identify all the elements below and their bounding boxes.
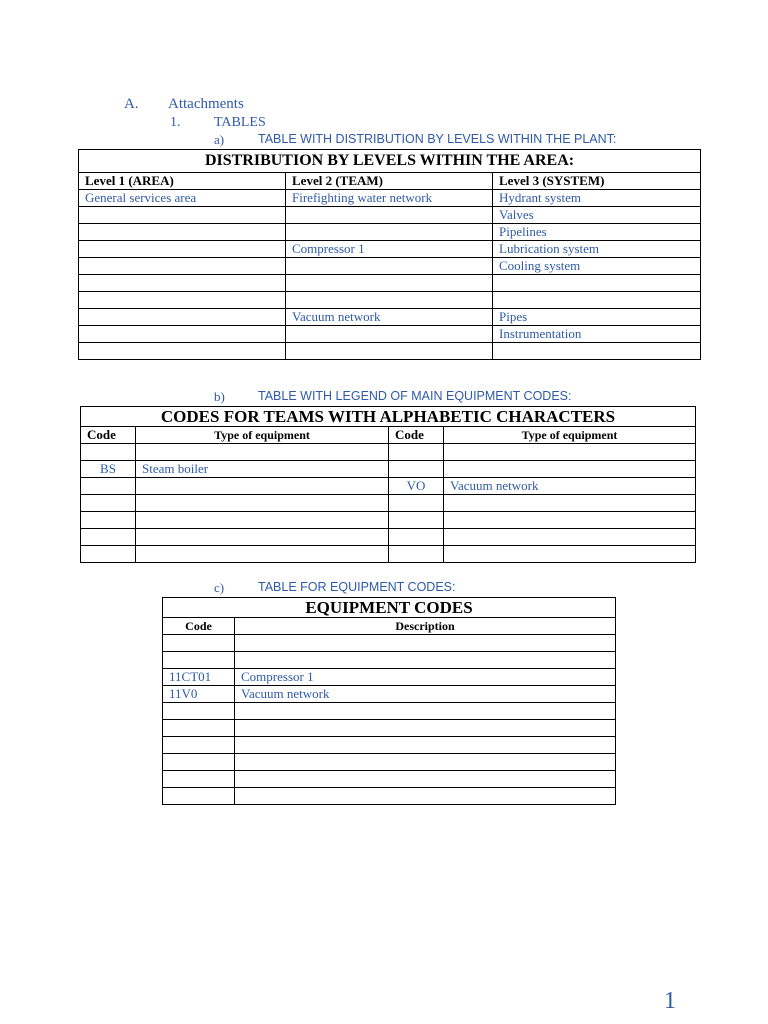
table-row [163,652,616,669]
table-cell [163,754,235,771]
column-header: Level 1 (AREA) [79,173,286,190]
table-cell [389,512,444,529]
heading-a-marker: A. [124,96,139,112]
table-cell: General services area [79,190,286,207]
table-cell [163,788,235,805]
table-row [163,788,616,805]
table-cell [493,343,701,360]
table-cell [493,292,701,309]
table-cell: Vacuum network [286,309,493,326]
table-row [79,292,701,309]
table-cell [444,444,696,461]
table-cell [235,754,616,771]
column-header: Code [389,427,444,444]
table-cell [235,788,616,805]
table-cell [286,224,493,241]
table-row [163,737,616,754]
table-cell [389,495,444,512]
table-cell [235,703,616,720]
table-row [81,495,696,512]
table-cell [79,292,286,309]
table-cell [136,478,389,495]
table-cell [163,720,235,737]
table-cell [235,771,616,788]
heading-tables: TABLES [214,115,266,130]
table-cell: Steam boiler [136,461,389,478]
table-cell [79,258,286,275]
table-cell [286,207,493,224]
table-cell: Pipelines [493,224,701,241]
table-cell [286,292,493,309]
table-cell [136,529,389,546]
column-header: Description [235,618,616,635]
table-cell: Compressor 1 [235,669,616,686]
table-cell: Lubrication system [493,241,701,258]
table-title: CODES FOR TEAMS WITH ALPHABETIC CHARACTERS [81,407,696,427]
table-cell [79,275,286,292]
table-row [79,190,701,207]
table-cell [79,343,286,360]
page-number: 1 [664,988,676,1014]
table-cell [389,444,444,461]
table-cell [163,652,235,669]
table-row [163,703,616,720]
table-row [81,512,696,529]
table-row [79,309,701,326]
table-cell [136,512,389,529]
table-row [81,546,696,563]
distribution-table [78,149,701,360]
table-title: EQUIPMENT CODES [163,598,616,618]
table-cell [163,737,235,754]
column-header: Code [81,427,136,444]
table-cell [79,224,286,241]
subheading-a-marker: a) [214,132,225,147]
table-cell [136,495,389,512]
table-cell [81,512,136,529]
table-row [81,444,696,461]
column-header: Type of equipment [444,427,696,444]
table-cell [79,207,286,224]
table-cell [286,258,493,275]
table-cell [389,529,444,546]
table-cell: Hydrant system [493,190,701,207]
table-row [79,258,701,275]
table-cell: Instrumentation [493,326,701,343]
table-cell [389,461,444,478]
table-cell [235,635,616,652]
table-row [79,224,701,241]
subheading-a-label: TABLE WITH DISTRIBUTION BY LEVELS WITHIN THE PLANT: [258,132,617,146]
table-cell [163,703,235,720]
table-cell [163,635,235,652]
table-row [79,343,701,360]
team-codes-table [80,406,696,563]
subheading-b-label: TABLE WITH LEGEND OF MAIN EQUIPMENT CODES: [258,389,572,403]
heading-1-marker: 1. [170,115,181,130]
table-cell: Vacuum network [235,686,616,703]
table-cell: 11V0 [163,686,235,703]
table-row [79,241,701,258]
table-cell: Cooling system [493,258,701,275]
table-cell [136,546,389,563]
table-row [163,669,616,686]
table-cell: Firefighting water network [286,190,493,207]
table-cell [136,444,389,461]
table-row [81,478,696,495]
column-header: Type of equipment [136,427,389,444]
subheading-c-label: TABLE FOR EQUIPMENT CODES: [258,580,456,594]
table-cell [81,495,136,512]
table-row [163,720,616,737]
table-cell [235,652,616,669]
table-cell: Compressor 1 [286,241,493,258]
table-cell [235,720,616,737]
table-cell: VO [389,478,444,495]
table-cell [79,309,286,326]
table-row [79,275,701,292]
table-cell [444,546,696,563]
table-row [163,754,616,771]
table-cell [163,771,235,788]
subheading-c-marker: c) [214,580,225,595]
table-cell [81,478,136,495]
table-row [79,326,701,343]
table-cell [444,461,696,478]
table-cell [444,529,696,546]
table-title: DISTRIBUTION BY LEVELS WITHIN THE AREA: [79,150,701,173]
table-cell [493,275,701,292]
column-header: Level 3 (SYSTEM) [493,173,701,190]
table-cell [286,275,493,292]
table-cell [444,512,696,529]
table-cell [389,546,444,563]
table-cell: BS [81,461,136,478]
column-header: Code [163,618,235,635]
table-cell [81,444,136,461]
table-cell [286,326,493,343]
table-row [163,771,616,788]
table-cell [79,326,286,343]
table-cell: Pipes [493,309,701,326]
table-cell: 11CT01 [163,669,235,686]
table-cell: Valves [493,207,701,224]
table-cell: Vacuum network [444,478,696,495]
table-cell [235,737,616,754]
column-header: Level 2 (TEAM) [286,173,493,190]
table-cell [444,495,696,512]
table-cell [286,343,493,360]
equipment-codes-table [162,597,616,805]
table-row [81,461,696,478]
table-row [163,635,616,652]
table-row [81,529,696,546]
table-cell [81,529,136,546]
subheading-b-marker: b) [214,389,225,404]
table-cell [79,241,286,258]
table-row [79,207,701,224]
table-cell [81,546,136,563]
heading-attachments: Attachments [168,96,244,112]
table-row [163,686,616,703]
